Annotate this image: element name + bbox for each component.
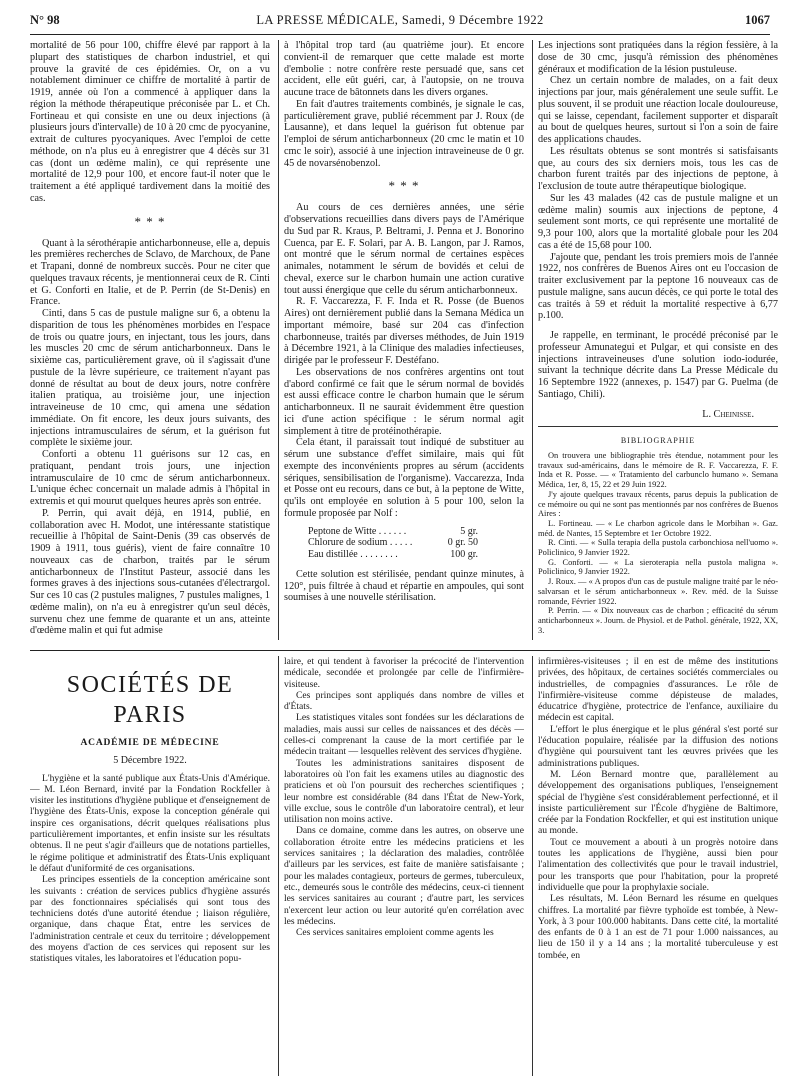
paragraph: Ces services sanitaires emploient comme agents les <box>296 927 494 939</box>
paragraph: J'ajoute que, pendant les trois premiers mois de l'année 1922, nos confrères de Buenos Aires ont eu l'occasion de traiter exclusivement par la peptone 16 nouveaux cas de pustule maligne, sans aucun décès, ce qui porte le total des cas traités à 59 et réduit la mortalité respective à 6,77 p.100. <box>538 251 778 322</box>
paragraph: Quant à la sérothérapie anticharbonneuse, elle a, depuis les premières recherches de Sclavo, de Marchoux, de Pane et Trapani, donné de nombreux succès. Pour ne citer que quelques travaux récents, je mentionnerai ceux de R. Cinti et G. Conforti en Italie, et de P. Perrin (de St-Denis) en France. <box>30 237 270 308</box>
paragraph: Les observations de nos confrères argentins ont tout d'abord confirmé ce fait que le sérum normal de bovidés est aussi efficace contre le charbon humain que le sérum anticharbonneux. Il ne saurait évidemment être question ici d'une action spécifique : le sérum normal agit simplement à titre de protéinothérapie. <box>284 366 524 437</box>
section-rule <box>30 650 770 651</box>
header-rule <box>30 34 770 35</box>
section-separator: * * * <box>134 213 166 229</box>
paragraph: Cela étant, il paraissait tout indiqué de substituer au sérum une substance d'effet similaire, mais qui fût exempte des inconvénients propres au sérum (accidents sériques, sensibilisation de l'organisme). Vaccarezza, Inda et Posse ont eu recours, dans ce but, à la peptone de Witte, qu'ils ont employée en solution à 5 pour 100, selon la formule proposée par Nolf : <box>284 437 524 519</box>
journal-date: Samedi, 9 Décembre 1922 <box>401 13 544 27</box>
paragraph: Au cours de ces dernières années, une série d'observations recueillies dans divers pays de l'Amérique du Sud par R. Kraus, P. Beltrami, J. Penna et J. Bonorino Cuenca, par E. F. Solari, par A. B. Langon, par J. Ramos, ont montré que le sérum normal de certaines espèces animales, notamment le sérum de bovidés et celui de cheval, exerce sur le charbon humain une action curative tout aussi énergique que celle du sérum anticharbonneux. <box>284 202 524 296</box>
paragraph: R. F. Vaccarezza, F. F. Inda et R. Posse (de Buenos Aires) ont dernièrement publié dans la Semana Médica un important mémoire, basé sur 204 cas d'infection charbonneuse, traités par diverses méthodes, de Juin 1919 à Décembre 1921, à la Clinique des maladies infectieuses, dirigée par le professeur F. Destéfano. <box>284 296 524 366</box>
author-signature: L. Cheinisse. <box>702 408 754 420</box>
journal-title <box>30 10 770 30</box>
divider <box>538 426 778 427</box>
bibliography-entry: J'y ajoute quelques travaux récents, parus depuis la publication de ce mémoire ou qui ne sont pas mentionnés par nos confrères de Buenos Aires : <box>538 489 778 519</box>
section-separator: * * * <box>388 178 420 194</box>
paragraph: Conforti a obtenu 11 guérisons sur 12 cas, en pratiquant, pendant trois jours, une injection intramusculaire de 10 cmc de sérum anticharbonneux. L'unique échec concernait un malade admis à l'hôpital in extremis et qui mourut quelques heures après son entrée. <box>30 449 270 507</box>
column-divider <box>532 656 533 1076</box>
formula-row: Peptone de Witte . . . . . . 5 gr. <box>308 525 478 537</box>
bibliography-entry: R. Cinti. — « Sulla terapia della pustola carbonchiosa nell'uomo ». Policlinico, 9 Janvier 1922. <box>538 538 778 558</box>
paragraph: L'effort le plus énergique et le plus général s'est porté sur l'éducation populaire, réalisée par la diffusion des notions d'hygiène qui poursuivent tant les œuvres privées que les administrations publiques. <box>538 723 778 769</box>
paragraph: En fait d'autres traitements combinés, je signale le cas, particulièrement grave, publié récemment par J. Roux (de Lausanne), et dans lequel la guérison fut obtenue par l'emploi de sérum anticharbonneux (20 cmc le matin et 10 cmc le soir), associé à une injection intraveineuse de 0 gr. 45 de novarsénobenzol. <box>284 98 524 169</box>
paragraph: Les principes essentiels de la conception américaine sont les suivants : création de services publics d'hygiène assurés par des fonctionnaires spécialisés qui sont tous des techniciens dotés d'une autorité étendue ; liaison régulière, organique, dans chaque État, entre les services de l'administration centrale et ceux du territoire ; développement des moyens d'action de ces services qui reposent sur les statistiques vitales, les laboratoires et l'éducation popu- <box>30 874 270 965</box>
bibliography-entry: On trouvera une bibliographie très étendue, notamment pour les travaux sud-américains, dans le mémoire de R. F. Vaccarezza, F. F. Inda et R. Posse. — « Tratamiento del carbunclo humano ». Semana Médica, 1er, 8, 15, 22 et 29 Juin 1922. <box>538 451 778 490</box>
paragraph: Ces principes sont appliqués dans nombre de villes et d'États. <box>284 689 524 713</box>
bibliography-heading: BIBLIOGRAPHIE <box>620 436 696 446</box>
paragraph: mortalité de 56 pour 100, chiffre élevé par rapport à la plupart des statistiques de charbon industriel, et qui prouve la gravité de ces épidémies. Or, on a vu notablement diminuer ce chiffre de mortalité à partir de 1919, année où l'on a commencé à appliquer dans la région la méthode thérapeutique préconisée par L. et Ch. Fortineau et qui consiste en une ou deux injections (à plusieurs jours d'intervalle) de 10 à 20 cmc de pyocyanine, extrait de cultures pyocyaniques. Avec l'emploi de cette méthode, on n'a plus eu à enregistrer que 4 décès sur 31 cas (dont un œdème malin), ce qui représente une mortalité de 12,9 pour 100, et encore faut-il noter que le traitement a été appliqué tardivement dans la moitié des cas. <box>30 40 270 204</box>
bibliography-entry: G. Conforti. — « La sieroterapia nella pustola maligna ». Policlinico, 9 Janvier 1922. <box>538 557 778 577</box>
paragraph: Cette solution est stérilisée, pendant quinze minutes, à 120°, puis filtrée à chaud et répartie en ampoules, qui sont soumises à une nouvelle stérilisation. <box>284 568 524 604</box>
paragraph: à l'hôpital trop tard (au quatrième jour). Et encore convient-il de remarquer que cette malade est morte d'embolie : notre confrère reste persuadé que, sans cet accident, elle eût guéri, car, à l'autopsie, on ne trouva aucune trace de bâtonnets dans les divers organes. <box>284 40 524 98</box>
academy-heading: ACADÉMIE DE MÉDECINE <box>80 738 220 748</box>
bibliography-entry: L. Fortineau. — « Le charbon agricole dans le Morbihan ». Gaz. méd. de Nantes, 15 Septembre et 1er Octobre 1922. <box>538 518 778 538</box>
session-date: 5 Décembre 1922. <box>113 755 187 767</box>
article-column-2 <box>284 40 524 645</box>
page-number: 1067 <box>745 13 770 27</box>
page-header <box>30 10 770 30</box>
formula-table <box>308 526 478 561</box>
column-divider <box>532 40 533 640</box>
article-column-3 <box>538 40 778 645</box>
paragraph: Sur les 43 malades (42 cas de pustule maligne et un œdème malin) soumis aux injections de peptone, 4 seulement sont morts, ce qui représente une mortalité de 9,3 pour 100, alors que la mortalité globale pour les 204 cas a été de 15,68 pour 100. <box>538 192 778 251</box>
paragraph: Cinti, dans 5 cas de pustule maligne sur 6, a obtenu la disparition de tous les phénomènes morbides en l'espace de trois ou quatre jours, en injectant, tous les jours, dans les muscles 20 cmc de sérum anticharbonneux. Dans le sixième cas, particulièrement grave, où il s'agissait d'une pustule de la lèvre supérieure, ce traitement n'ayant pas donné de résultat au bout de deux jours, notre confrère italien pratiqua, au troisième jour, une injection intraveineuse de 10 cmc, qui amena une sédation immédiate. On fit encore, les deux jours suivants, des injections intramusculaires de sérum, et la guérison fut complète le sixième jour. <box>30 308 270 449</box>
paragraph: Les résultats, M. Léon Bernard les résume en quelques chiffres. La mortalité par fièvre typhoïde est tombée, à New-York, à 3 pour 100.000 habitants. Dans cette cité, la mortalité des enfants de 0 à 1 an est de 71 pour 1.000 naissances, au lieu de 150 il y a 14 ans ; la mortalité tuberculeuse y est tombée, en <box>538 893 778 961</box>
column-divider <box>278 40 279 640</box>
paragraph: Je rappelle, en terminant, le procédé préconisé par le professeur Amunategui et Pulgar, et qui consiste en des injections intraveineuses d'une solution iodo-iodurée, suivant la technique décrite dans La Presse Médicale du 16 Septembre 1922 (annexes, p. 1547) par G. Puelma (de Santiago, Chili). <box>538 330 778 400</box>
bibliography-entry: J. Roux. — « A propos d'un cas de pustule maligne traité par le néo-salvarsan et le sérum anticharbonneux ». Rev. méd. de la Suisse romande, Février 1922. <box>538 577 778 606</box>
paragraph: Dans ce domaine, comme dans les autres, on observe une collaboration étroite entre les médecins praticiens et les services sanitaires ; la déclaration des maladies, contrôlée d'ailleurs par les services, est faite de manière satisfaisante ; pour les malades contagieux, porteurs de germes, tuberculeux, etc., demeurés sous le contrôle des médecins, ceux-ci tiennent les services sanitaires au courant ; d'autre part, les services n'exercent leur action ou leur autorité qu'en corrélation avec les médecins. <box>284 825 524 927</box>
issue-number: N° 98 <box>30 13 60 27</box>
section-title: SOCIÉTÉS DE PARIS <box>66 672 234 728</box>
paragraph: Les statistiques vitales sont fondées sur les déclarations de maladies, mais aussi sur celles de naissances et des décès — celles-ci comprenant la cause de la mort certifiée par le médecin traitant — lesquelles relèvent des services d'hygiène. <box>284 712 524 758</box>
paragraph: Les résultats obtenus se sont montrés si satisfaisants que, au cours des six derniers mois, tous les cas de charbon furent traités par des injections de peptone, à l'exclusion de toute autre thérapeutique biologique. <box>538 145 778 192</box>
societes-column-3 <box>538 656 778 1076</box>
journal-name: LA PRESSE MÉDICALE, <box>256 13 399 27</box>
paragraph: P. Perrin, qui avait déjà, en 1914, publié, en collaboration avec H. Modot, une intéressante statistique recueillie à l'hôpital de Saint-Denis (39 cas observés de 1909 à 1911, tous guéris), vient de faire connaître 10 nouveaux cas de charbon, traités par le sérum anticharbonneux de l'Institut Pasteur, associé dans les formes graves à des injections sous-cutanées d'électrargol. Sur ces 10 cas (2 pustules malignes, 7 pustules malignes, 1 œdème malin), on n'a eu à enregistrer qu'un seul décès, survenu chez une femme de quarante et un ans, atteinte d'œdème malin et qui fut admise <box>30 507 270 637</box>
column-divider <box>278 656 279 1076</box>
paragraph: Chez un certain nombre de malades, on a fait deux injections par jour, mais généralement une seule suffit. Le plus souvent, il se produit une réaction locale douloureuse, qui se laisse, cependant, facilement supporter et disparaît au bout de quelques heures, surtout si l'on a soin de faire des applications chaudes. <box>538 75 778 145</box>
paragraph: laire, et qui tendent à favoriser la précocité de l'intervention médicale, secondée et prolongée par celle de l'infirmière-visiteuse. <box>284 656 524 690</box>
paragraph: L'hygiène et la santé publique aux États-Unis d'Amérique. — M. Léon Bernard, invité par la Fondation Rockfeller à visiter les institutions d'hygiène publique et d'enseignement de l'hygiène des États-Unis, expose la conception générale qui inspire ces organisations, décrit quelques réalisations plus particulièrement importantes, et enfin insiste sur les résultats obtenus. Il ne peut s'agir d'ailleurs que de notations partielles, le régime politique et administratif des États-Unis expliquant le défaut d'uniformité de ces organisations. <box>30 772 270 874</box>
formula-row: Eau distillée . . . . . . . . 100 gr. <box>308 549 478 560</box>
bibliography <box>538 451 778 635</box>
paragraph: Tout ce mouvement a abouti à un progrès notoire dans toutes les applications de l'hygiène, aussi bien pour l'alimentation des collectivités que pour le travail industriel, pour les transports que pour l'habitation, pour la propreté individuelle que pour la prophylaxie sociale. <box>538 836 778 893</box>
bibliography-entry: P. Perrin. — « Dix nouveaux cas de charbon ; efficacité du sérum anticharbonneux ». Journ. de Physiol. et de Pathol. générale, 1922, XX, 3. <box>538 606 778 635</box>
paragraph: M. Léon Bernard montre que, parallèlement au développement des organisations publiques, l'enseignement spécial de l'hygiène s'est considérablement perfectionné, et il insiste particulièrement sur l'École d'hygiène de Baltimore, créée par la Fondation Rockfeller, et qui est institution unique au monde. <box>538 768 778 837</box>
paragraph: Les injections sont pratiquées dans la région fessière, à la dose de 30 cmc, jusqu'à rémission des phénomènes généraux et modification de la lésion pustuleuse. <box>538 40 778 75</box>
societes-column-2 <box>284 656 524 1076</box>
paragraph: Toutes les administrations sanitaires disposent de laboratoires où l'on fait les examens utiles au diagnostic des praticiens et où l'on poursuit des recherches scientifiques ; leur nombre est considérable (84 dans l'État de New-York, ville exclue, sous le contrôle d'un laboratoire central), et leur utilisation non moins active. <box>284 757 524 826</box>
article-column-1 <box>30 40 270 645</box>
societes-column-1 <box>30 656 270 1076</box>
formula-row: Chlorure de sodium . . . . . 0 gr. 50 <box>308 537 478 549</box>
paragraph: infirmières-visiteuses ; il en est de même des institutions privées, des hôpitaux, de certaines sociétés commerciales ou industrielles, de compagnies d'assurances. Le rôle de l'infirmière-visiteuse comme dépisteuse de malades, éducatrice d'hygiène, protectrice de l'enfance, auxiliaire du médecin est capital. <box>538 656 778 724</box>
